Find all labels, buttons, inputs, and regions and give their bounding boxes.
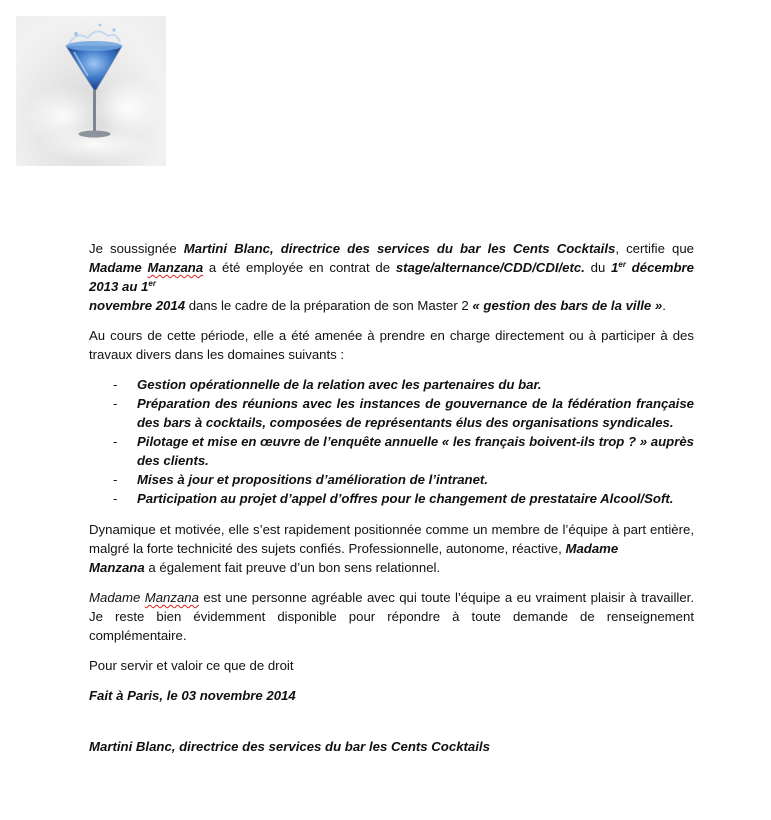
contract-type: stage/alternance/CDD/CDI/etc. xyxy=(395,260,585,275)
intro-text: , certifie que xyxy=(615,241,694,256)
intro-text: Je soussignée xyxy=(89,241,184,256)
list-item xyxy=(89,394,694,432)
intro-text: dans le cadre de la préparation de son Master 2 xyxy=(185,298,473,313)
signature: Martini Blanc, directrice des services du bar les Cents Cocktails xyxy=(89,739,490,754)
evaluation-text: a également fait preuve d’un bon sens relationnel. xyxy=(144,560,441,575)
tasks-intro-paragraph: Au cours de cette période, elle a été amenée à prendre en charge directement ou à participer à des travaux divers dans les domaines suivants : xyxy=(89,328,694,362)
list-item xyxy=(89,489,694,508)
task-text: Préparation des réunions avec les instances de gouvernance de la fédération française des bars à cocktails, composées de représentants élus des organisations syndicales. xyxy=(137,396,694,430)
list-item xyxy=(89,375,694,394)
bullet-dash: - xyxy=(113,491,118,506)
bullet-dash: - xyxy=(113,396,118,411)
end-date-suffix: er xyxy=(148,279,156,288)
bullet-dash: - xyxy=(113,434,118,449)
employee-title: Madame xyxy=(89,590,145,605)
task-text: Pilotage et mise en œuvre de l’enquête annuelle « les français boivent-ils trop ? » auprès des clients. xyxy=(137,434,694,468)
recommendation-paragraph xyxy=(89,588,694,645)
cocktail-logo xyxy=(16,16,166,166)
end-date: novembre 2014 xyxy=(89,298,186,313)
employee-name: Manzana xyxy=(147,260,204,275)
intro-paragraph xyxy=(89,239,694,315)
employee-name: Manzana xyxy=(89,560,145,575)
list-item xyxy=(89,432,694,470)
list-item xyxy=(89,470,694,489)
employee-name: Manzana xyxy=(144,590,199,605)
start-date-suffix: er xyxy=(618,260,626,269)
employee-title: Madame xyxy=(565,541,619,556)
task-text: Participation au projet d’appel d’offres pour le changement de prestataire Alcool/Soft. xyxy=(137,491,674,506)
master-program: « gestion des bars de la ville » xyxy=(472,298,663,313)
task-text: Gestion opérationnelle de la relation avec les partenaires du bar. xyxy=(137,377,542,392)
task-list xyxy=(89,375,694,508)
author-name: Martini Blanc, directrice des services du bar les Cents Cocktails xyxy=(183,241,616,256)
employee-title: Madame xyxy=(89,260,148,275)
intro-text: . xyxy=(662,298,666,313)
evaluation-paragraph xyxy=(89,520,694,577)
bullet-dash: - xyxy=(113,472,118,487)
place-date: Fait à Paris, le 03 novembre 2014 xyxy=(89,688,296,703)
start-date: 1 xyxy=(611,260,619,275)
task-text: Mises à jour et propositions d’amélioration de l’intranet. xyxy=(137,472,488,487)
closing-formula: Pour servir et valoir ce que de droit xyxy=(89,658,294,673)
start-date: décembre 2013 au 1 xyxy=(89,260,694,294)
evaluation-text: Dynamique et motivée, elle s’est rapidement positionnée comme un membre de l’équipe à part entière, malgré la forte technicité des sujets confiés. Professionnelle, autonome, réactive, xyxy=(89,522,694,556)
recommendation-text: est une personne agréable avec qui toute l’équipe a eu vraiment plaisir à travailler. Je reste bien évidemment disponible pour répondre à toute demande de renseignement complémentaire. xyxy=(89,590,694,643)
bullet-dash: - xyxy=(113,377,118,392)
intro-text: a été employée en contrat de xyxy=(203,260,396,275)
cocktail-glass-icon xyxy=(16,16,166,166)
intro-text: du xyxy=(584,260,612,275)
attestation-letter xyxy=(89,239,694,767)
